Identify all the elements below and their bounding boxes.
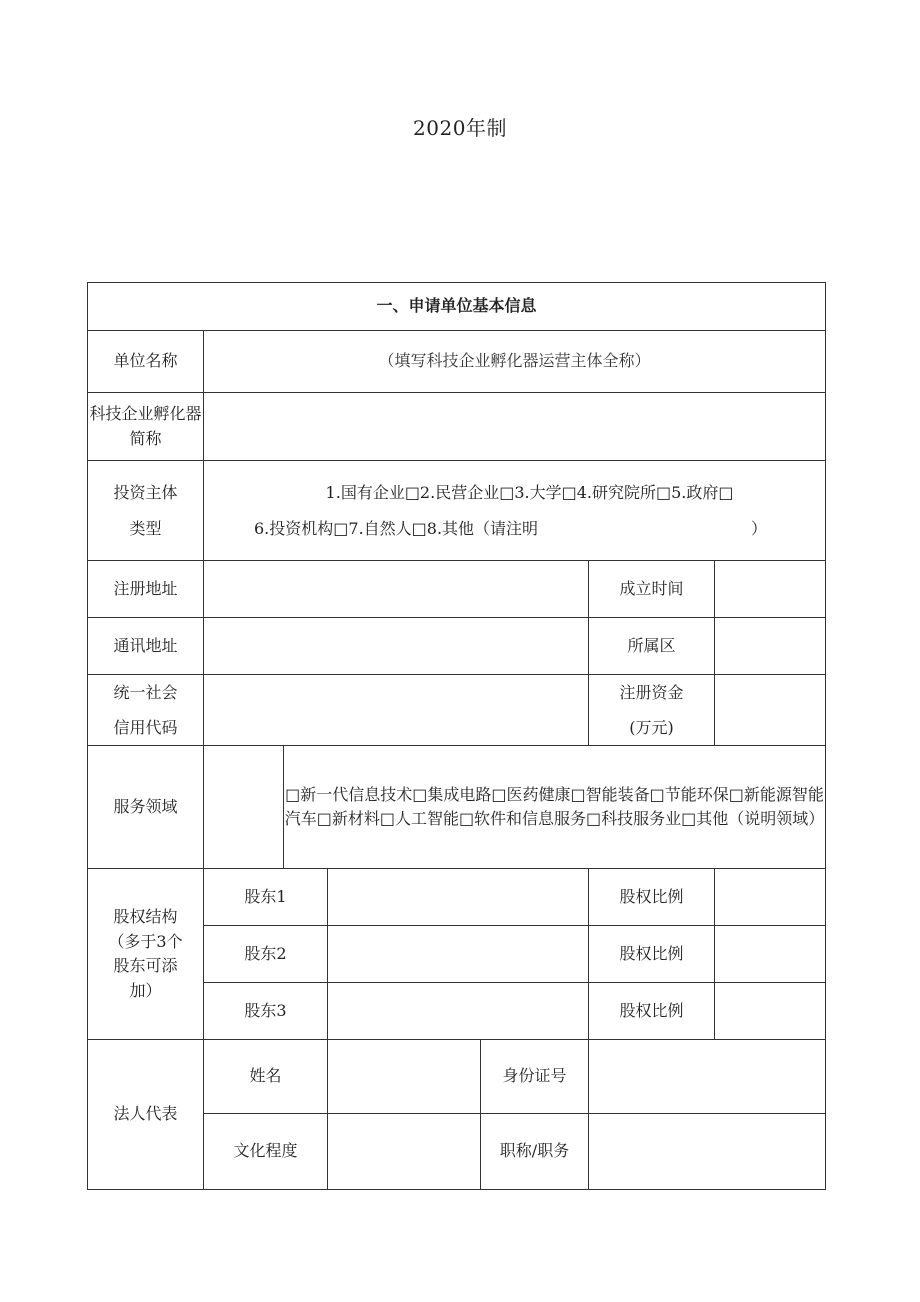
equity-label-line1: 股权结构 xyxy=(113,906,178,926)
shareholder-2-ratio-field[interactable] xyxy=(715,926,826,983)
legal-rep-label: 法人代表 xyxy=(88,1040,204,1190)
equity-label-line4: 加） xyxy=(129,981,162,1001)
shareholder-3-ratio-field[interactable] xyxy=(715,983,826,1040)
legal-rep-education-label: 文化程度 xyxy=(204,1114,328,1190)
legal-rep-title-field[interactable] xyxy=(589,1114,826,1190)
shareholder-3-field[interactable] xyxy=(328,983,589,1040)
mail-address-field[interactable] xyxy=(204,618,589,675)
unit-name-field[interactable]: （填写科技企业孵化器运营主体全称） xyxy=(204,331,826,393)
reg-capital-label-line1: 注册资金 xyxy=(619,683,684,702)
investor-type-options-line1[interactable]: 1.国有企业□2.民营企业□3.大学□4.研究院所□5.政府□ xyxy=(325,483,734,503)
equity-label-line3: 股东可添 xyxy=(113,956,178,976)
shareholder-2-label: 股东2 xyxy=(204,926,328,983)
shareholder-2-ratio-label: 股权比例 xyxy=(589,926,715,983)
equity-label xyxy=(88,869,204,1040)
legal-rep-name-field[interactable] xyxy=(328,1040,481,1114)
service-domain-options[interactable]: □新一代信息技术□集成电路□医药健康□智能装备□节能环保□新能源智能汽车□新材料□人工智能□软件和信息服务□科技服务业□其他（说明领域） xyxy=(284,746,826,869)
investor-type-label xyxy=(88,461,204,561)
unit-name-label: 单位名称 xyxy=(88,331,204,393)
reg-capital-label xyxy=(589,675,715,746)
shareholder-1-ratio-label: 股权比例 xyxy=(589,869,715,926)
investor-type-label-line1: 投资主体 xyxy=(113,483,178,503)
basic-info-form xyxy=(87,282,826,1190)
reg-address-field[interactable] xyxy=(204,561,589,618)
reg-capital-label-line2: (万元) xyxy=(629,718,674,738)
shareholder-2-field[interactable] xyxy=(328,926,589,983)
short-name-label: 科技企业孵化器简称 xyxy=(88,393,204,461)
shareholder-1-field[interactable] xyxy=(328,869,589,926)
service-domain-spacer xyxy=(204,746,284,869)
legal-rep-id-label: 身份证号 xyxy=(481,1040,589,1114)
legal-rep-title-label: 职称/职务 xyxy=(481,1114,589,1190)
equity-label-line2: （多于3个 xyxy=(108,931,183,951)
shareholder-3-ratio-label: 股权比例 xyxy=(589,983,715,1040)
credit-code-label xyxy=(88,675,204,746)
investor-type-label-line2: 类型 xyxy=(129,518,162,538)
reg-capital-field[interactable] xyxy=(715,675,826,746)
mail-address-label: 通讯地址 xyxy=(88,618,204,675)
short-name-field[interactable] xyxy=(204,393,826,461)
investor-type-options-line2[interactable] xyxy=(204,511,825,546)
est-date-label: 成立时间 xyxy=(589,561,715,618)
section-title: 一、申请单位基本信息 xyxy=(88,283,826,331)
investor-type-options-line2-text: 6.投资机构□7.自然人□8.其他（请注明 xyxy=(254,518,539,538)
legal-rep-id-field[interactable] xyxy=(589,1040,826,1114)
credit-code-field[interactable] xyxy=(204,675,589,746)
district-field[interactable] xyxy=(715,618,826,675)
shareholder-1-ratio-field[interactable] xyxy=(715,869,826,926)
credit-code-label-line2: 信用代码 xyxy=(113,718,178,738)
service-domain-label: 服务领域 xyxy=(88,746,204,869)
credit-code-label-line1: 统一社会 xyxy=(113,683,178,702)
reg-address-label: 注册地址 xyxy=(88,561,204,618)
district-label: 所属区 xyxy=(589,618,715,675)
est-date-field[interactable] xyxy=(715,561,826,618)
investor-type-options[interactable] xyxy=(204,461,826,561)
investor-type-close-paren: ） xyxy=(751,518,768,538)
year-label: 2020年制 xyxy=(413,116,507,140)
shareholder-1-label: 股东1 xyxy=(204,869,328,926)
shareholder-3-label: 股东3 xyxy=(204,983,328,1040)
legal-rep-name-label: 姓名 xyxy=(204,1040,328,1114)
legal-rep-education-field[interactable] xyxy=(328,1114,481,1190)
